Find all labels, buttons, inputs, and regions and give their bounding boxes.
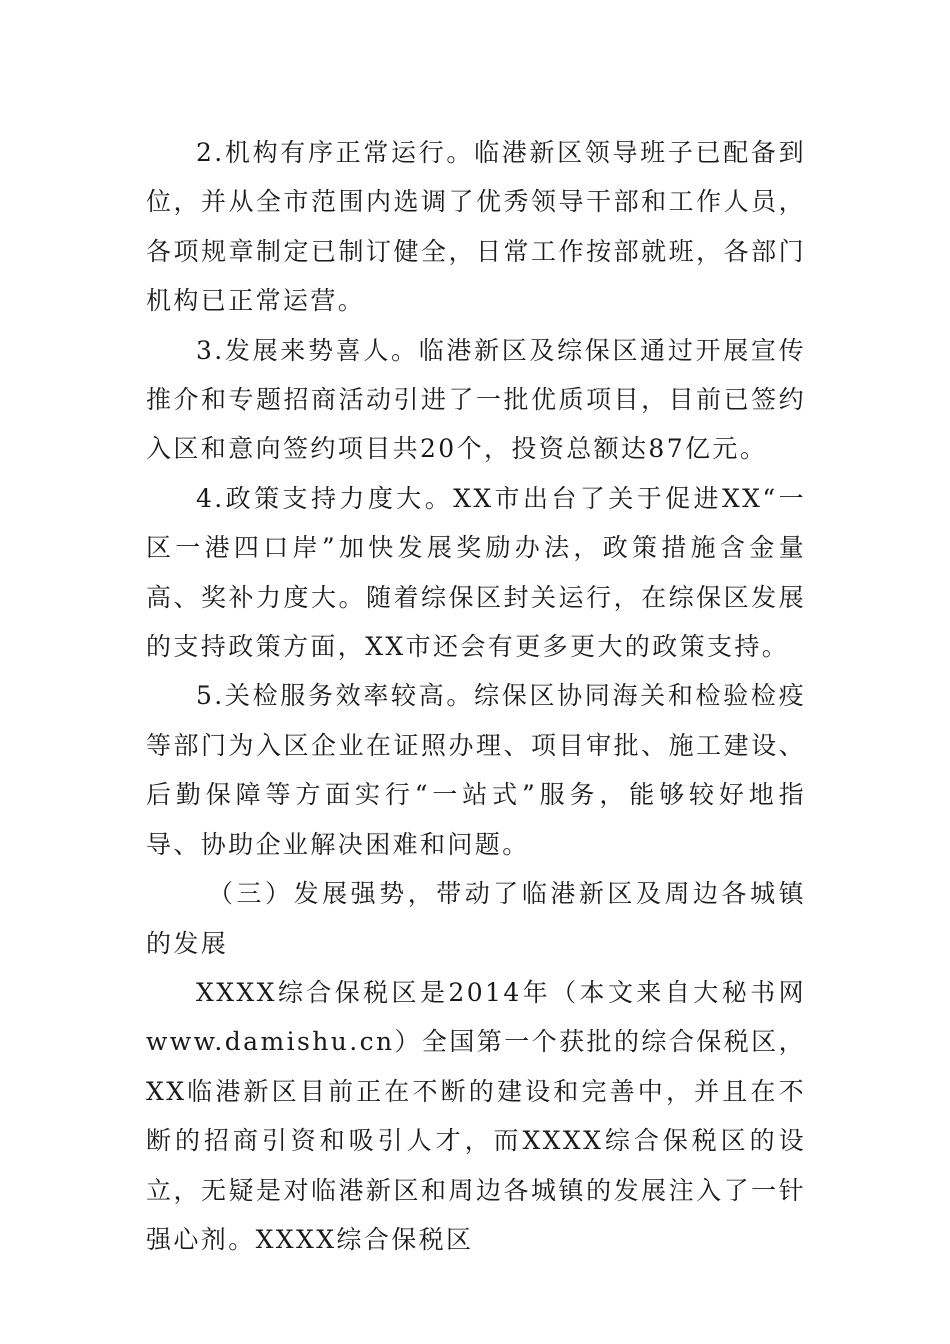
document-body <box>146 128 806 1264</box>
paragraph-bonded-zone: XXXX综合保税区是2014年（本文来自大秘书网www.damishu.cn）全国第一个获批的综合保税区，XX临港新区目前正在不断的建设和完善中，并且在不断的招商引资和吸引人才，而XXXX综合保税区的设立，无疑是对临港新区和周边各城镇的发展注入了一针强心剂。XXXX综合保税区 <box>146 977 806 1254</box>
paragraph-policy-support: 4.政策支持力度大。XX市出台了关于促进XX“一区一港四口岸”加快发展奖励办法，政策措施含金量高、奖补力度大。随着综保区封关运行，在综保区发展的支持政策方面，XX市还会有更多更大的政策支持。 <box>146 483 806 662</box>
paragraph-institution-operation: 2.机构有序正常运行。临港新区领导班子已配备到位，并从全市范围内选调了优秀领导干部和工作人员，各项规章制定已制订健全，日常工作按部就班，各部门机构已正常运营。 <box>146 138 806 316</box>
section-heading-three: （三）发展强势，带动了临港新区及周边各城镇的发展 <box>146 879 806 958</box>
paragraph-inspection-service: 5.关检服务效率较高。综保区协同海关和检验检疫等部门为入区企业在证照办理、项目审批、施工建设、后勤保障等方面实行“一站式”服务，能够较好地指导、协助企业解决困难和问题。 <box>146 681 806 859</box>
paragraph-development-momentum: 3.发展来势喜人。临港新区及综保区通过开展宣传推介和专题招商活动引进了一批优质项目，目前已签约入区和意向签约项目共20个，投资总额达87亿元。 <box>146 335 806 464</box>
